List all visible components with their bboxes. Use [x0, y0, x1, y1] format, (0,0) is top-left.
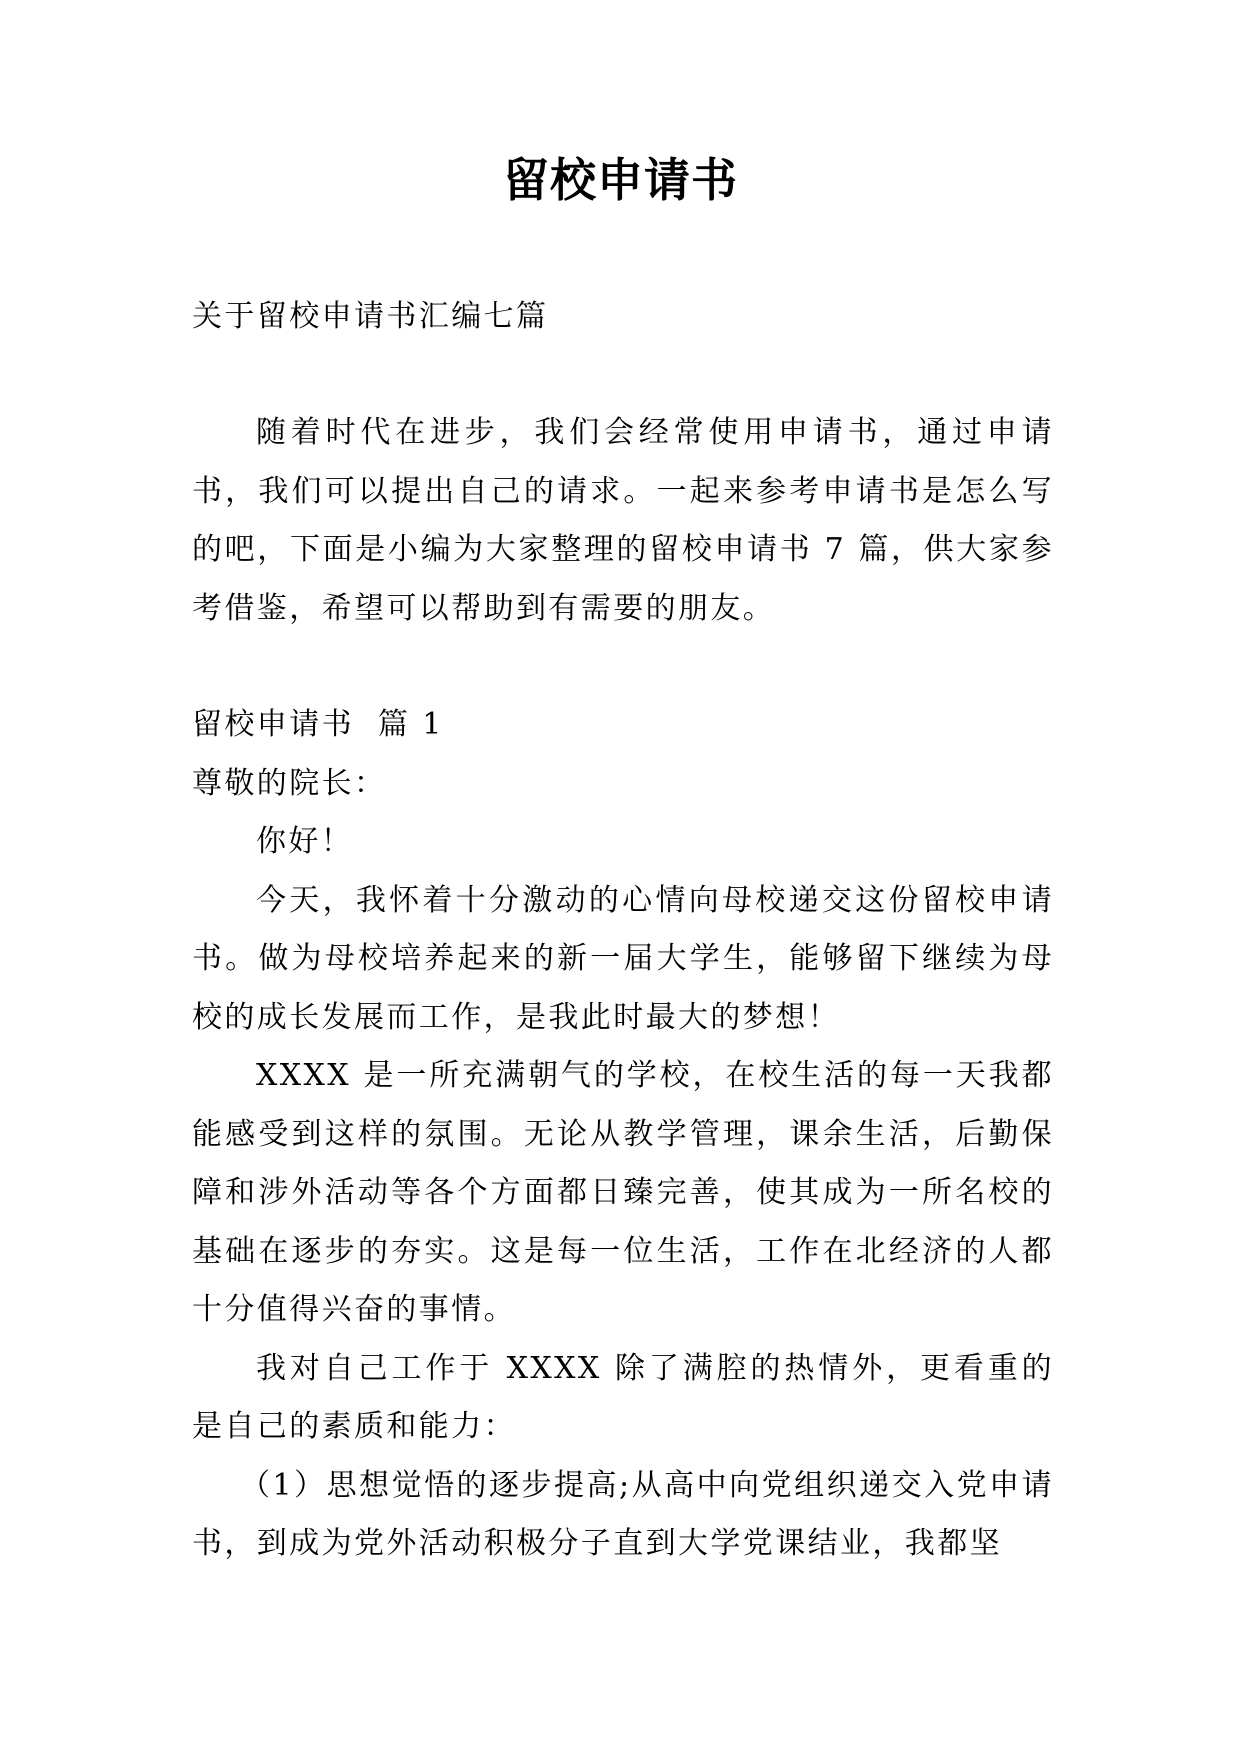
- document-title: 留校申请书: [503, 153, 738, 207]
- body-paragraph: 我对自己工作于 XXXX 除了满腔的热情外，更看重的是自己的素质和能力：: [192, 1350, 1054, 1444]
- document-body: [192, 288, 1054, 1574]
- body-paragraph: XXXX 是一所充满朝气的学校，在校生活的每一天我都能感受到这样的氛围。无论从教学管理，课余生活，后勤保障和涉外活动等各个方面都日臻完善，使其成为一所名校的基础在逐步的夯实。这是每一位生活，工作在北经济的人都十分值得兴奋的事情。: [192, 1058, 1054, 1327]
- body-paragraph: （1）思想觉悟的逐步提高;从高中向党组织递交入党申请书，到成为党外活动积极分子直到大学党课结业，我都坚: [192, 1467, 1054, 1561]
- body-paragraph: 今天，我怀着十分激动的心情向母校递交这份留校申请书。做为母校培养起来的新一届大学生，能够留下继续为母校的成长发展而工作，是我此时最大的梦想！: [192, 882, 1054, 1035]
- intro-paragraph: 随着时代在进步，我们会经常使用申请书，通过申请书，我们可以提出自己的请求。一起来参考申请书是怎么写的吧，下面是小编为大家整理的留校申请书 7 篇，供大家参考借鉴，希望可以帮助到有需要的朋友。: [192, 415, 1054, 626]
- spacer: [192, 346, 1054, 404]
- section-heading: 留校申请书 篇 1: [192, 707, 444, 742]
- greeting: 你好！: [256, 824, 354, 859]
- document-subtitle: 关于留校申请书汇编七篇: [192, 299, 549, 334]
- salutation: 尊敬的院长：: [192, 765, 387, 801]
- spacer: [192, 638, 1054, 696]
